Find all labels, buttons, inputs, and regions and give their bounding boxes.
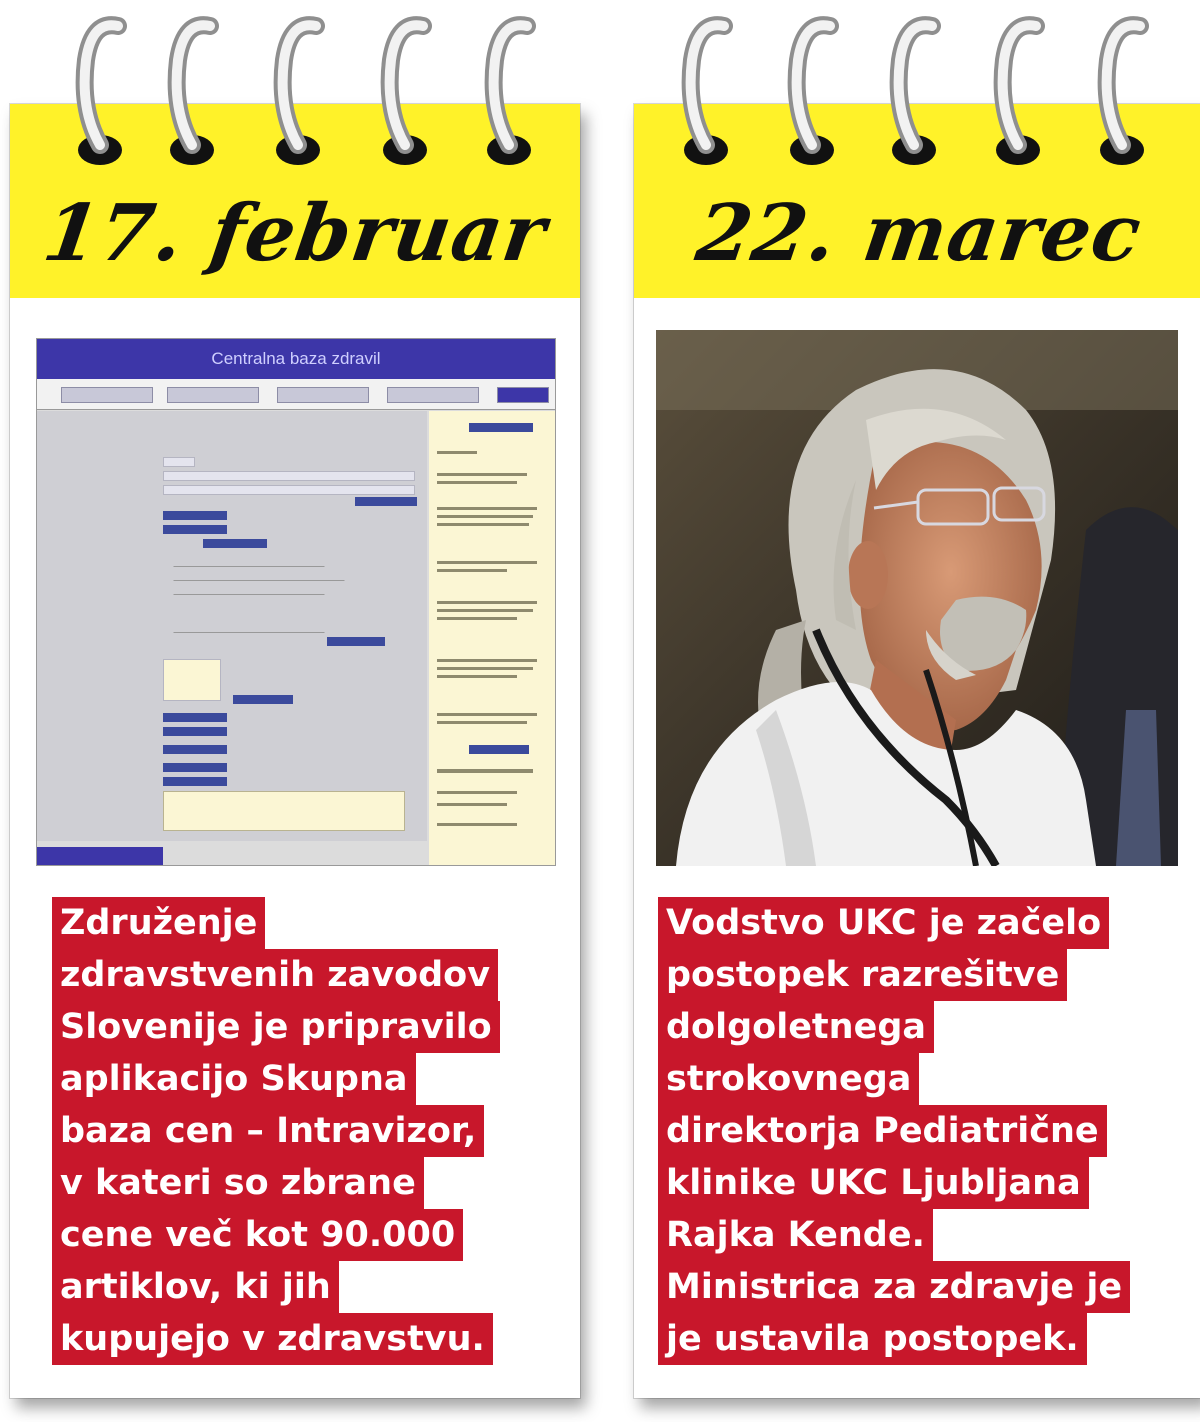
caption-line: Združenje (52, 897, 265, 949)
caption-1 (52, 897, 572, 1365)
screenshot-form (37, 411, 427, 841)
caption-line: klinike UKC Ljubljana (658, 1157, 1089, 1209)
caption-line: Ministrica za zdravje je (658, 1261, 1130, 1313)
calendar-card-2 (634, 104, 1200, 1398)
caption-line: Vodstvo UKC je začelo (658, 897, 1109, 949)
caption-line: dolgoletnega (658, 1001, 934, 1053)
caption-line: artiklov, ki jih (52, 1261, 339, 1313)
screenshot-image (36, 338, 556, 866)
calendar-header-2 (634, 104, 1200, 298)
caption-line: zdravstvenih zavodov (52, 949, 498, 1001)
portrait-photo (656, 330, 1178, 866)
caption-line: v kateri so zbrane (52, 1157, 424, 1209)
screenshot-title: Centralna baza zdravil (37, 339, 555, 379)
caption-line: cene več kot 90.000 (52, 1209, 463, 1261)
caption-line: strokovnega (658, 1053, 919, 1105)
date-label-1: 17. februar (38, 188, 552, 279)
calendar-header-1 (10, 104, 580, 298)
caption-line: baza cen – Intravizor, (52, 1105, 484, 1157)
caption-line: Slovenije je pripravilo (52, 1001, 500, 1053)
caption-line: kupujejo v zdravstvu. (52, 1313, 493, 1365)
caption-line: postopek razrešitve (658, 949, 1067, 1001)
screenshot-nav (37, 379, 555, 410)
date-label-2: 22. marec (691, 188, 1147, 279)
caption-2 (658, 897, 1178, 1365)
caption-line: aplikacijo Skupna (52, 1053, 416, 1105)
caption-line: Rajka Kende. (658, 1209, 933, 1261)
calendar-card-1 (10, 104, 580, 1398)
caption-line: direktorja Pediatrične (658, 1105, 1107, 1157)
caption-line: je ustavila postopek. (658, 1313, 1087, 1365)
screenshot-sidebar (429, 411, 555, 865)
